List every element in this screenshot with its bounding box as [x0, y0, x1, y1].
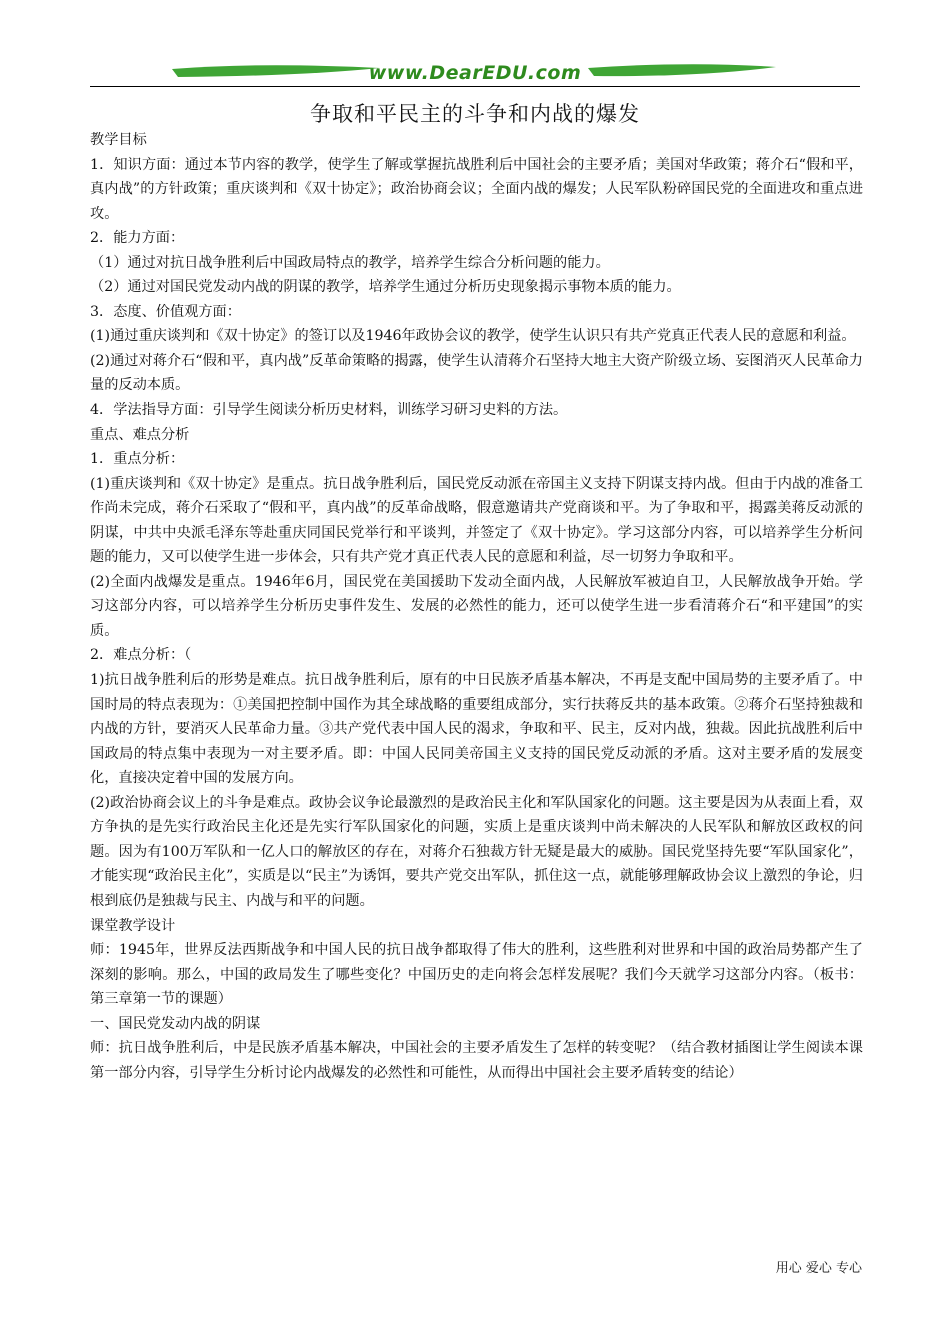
paragraph: 师：抗日战争胜利后，中是民族矛盾基本解决，中国社会的主要矛盾发生了怎样的转变呢？（结合教材插图让学生阅读本课第一部分内容，引导学生分析讨论内战爆发的必然性和可能性，从而得出中国社会主要矛盾转变的结论）	[90, 1040, 863, 1081]
document-title: 争取和平民主的斗争和内战的爆发	[310, 102, 640, 126]
paragraph: 3．态度、价值观方面：	[90, 303, 241, 320]
site-logo-text[interactable]: www.DearEDU.com	[368, 62, 582, 84]
section-heading: 课堂教学设计	[90, 917, 176, 934]
paragraph: 1)抗日战争胜利后的形势是难点。抗日战争胜利后，原有的中日民族矛盾基本解决，不再是支配中国局势的主要矛盾了。中国时局的特点表现为：①美国把控制中国作为其全球战略的重要组成部分，实行扶蒋反共的基本政策。②蒋介石坚持独裁和内战的方针，要消灭人民革命力量。③共产党代表中国人民的渴求，争取和平、民主，反对内战，独裁。因此抗战胜利后中国政局的特点集中表现为一对主要矛盾。即：中国人民同美帝国主义支持的国民党反动派的矛盾。这对主要矛盾的发展变化，直接决定着中国的发展方向。	[90, 672, 863, 787]
paragraph: 1．重点分析：	[90, 451, 185, 468]
footer-motto: 用心 爱心 专心	[775, 1261, 862, 1276]
paragraph: （1）通过对抗日战争胜利后中国政局特点的教学，培养学生综合分析问题的能力。	[90, 254, 610, 271]
paragraph: (2)通过对蒋介石“假和平，真内战”反革命策略的揭露，使学生认清蒋介石坚持大地主大资产阶级立场、妄图消灭人民革命力量的反动本质。	[90, 352, 863, 394]
paragraph: 2．能力方面：	[90, 230, 185, 247]
section-heading: 重点、难点分析	[90, 426, 190, 443]
paragraph: 1．知识方面：通过本节内容的教学，使学生了解或掌握抗战胜利后中国社会的主要矛盾；美国对华政策；蒋介石“假和平，真内战”的方针政策；重庆谈判和《双十协定》；政治协商会议；全面内战的爆发；人民军队粉碎国民党的全面进攻和重点进攻。	[90, 156, 863, 222]
paragraph: （2）通过对国民党发动内战的阴谋的教学，培养学生通过分析历史现象揭示事物本质的能力。	[90, 279, 681, 296]
paragraph: 4．学法指导方面：引导学生阅读分析历史材料，训练学习研习史料的方法。	[90, 402, 568, 419]
paragraph: (1)重庆谈判和《双十协定》是重点。抗日战争胜利后，国民党反动派在帝国主义支持下阴谋支持内战。但由于内战的准备工作尚未完成，蒋介石采取了“假和平，真内战”的反革命战略，假意邀请共产党商谈和平。为了争取和平，揭露美蒋反动派的阴谋，中共中央派毛泽东等赴重庆同国民党举行和平谈判，并签定了《双十协定》。学习这部分内容，可以培养学生分析问题的能力，又可以使学生进一步体会，只有共产党才真正代表人民的意愿和利益，尽一切努力争取和平。	[90, 475, 863, 566]
paragraph: 师：1945年，世界反法西斯战争和中国人民的抗日战争都取得了伟大的胜利，这些胜利对世界和中国的政治局势都产生了深刻的影响。那么，中国的政局发生了哪些变化？中国历史的走向将会怎样发展呢？我们今天就学习这部分内容。（板书：第三章第一节的课题）	[90, 942, 863, 1008]
section-heading: 教学目标	[90, 132, 147, 148]
paragraph: (2)全面内战爆发是重点。1946年6月，国民党在美国援助下发动全面内战，人民解放军被迫自卫，人民解放战争开始。学习这部分内容，可以培养学生分析历史事件发生、发展的必然性的能力，还可以使学生进一步看清蒋介石“和平建国”的实质。	[90, 573, 863, 639]
paragraph: (2)政治协商会议上的斗争是难点。政协会议争论最激烈的是政治民主化和军队国家化的问题。这主要是因为从表面上看，双方争执的是先实行政治民主化还是先实行军队国家化的问题，实质上是重庆谈判中尚未解决的人民军队和解放区政权的问题。因为有100万军队和一亿人口的解放区的存在，对蒋介石独裁方针无疑是最大的威胁。国民党坚持先要“军队国家化”，才能实现“政治民主化”，实质是以“民主”为诱饵，要共产党交出军队，抓住这一点，就能够理解政协会议上激烈的争论，归根到底仍是独裁与民主、内战与和平的问题。	[90, 794, 863, 909]
subsection-heading: 一、国民党发动内战的阴谋	[90, 1015, 261, 1032]
paragraph: (1)通过重庆谈判和《双十协定》的签订以及1946年政协会议的教学，使学生认识只有共产党真正代表人民的意愿和利益。	[90, 328, 856, 345]
header-divider	[90, 86, 860, 87]
paragraph: 2．难点分析：（	[90, 647, 192, 664]
document-body	[90, 128, 863, 1085]
